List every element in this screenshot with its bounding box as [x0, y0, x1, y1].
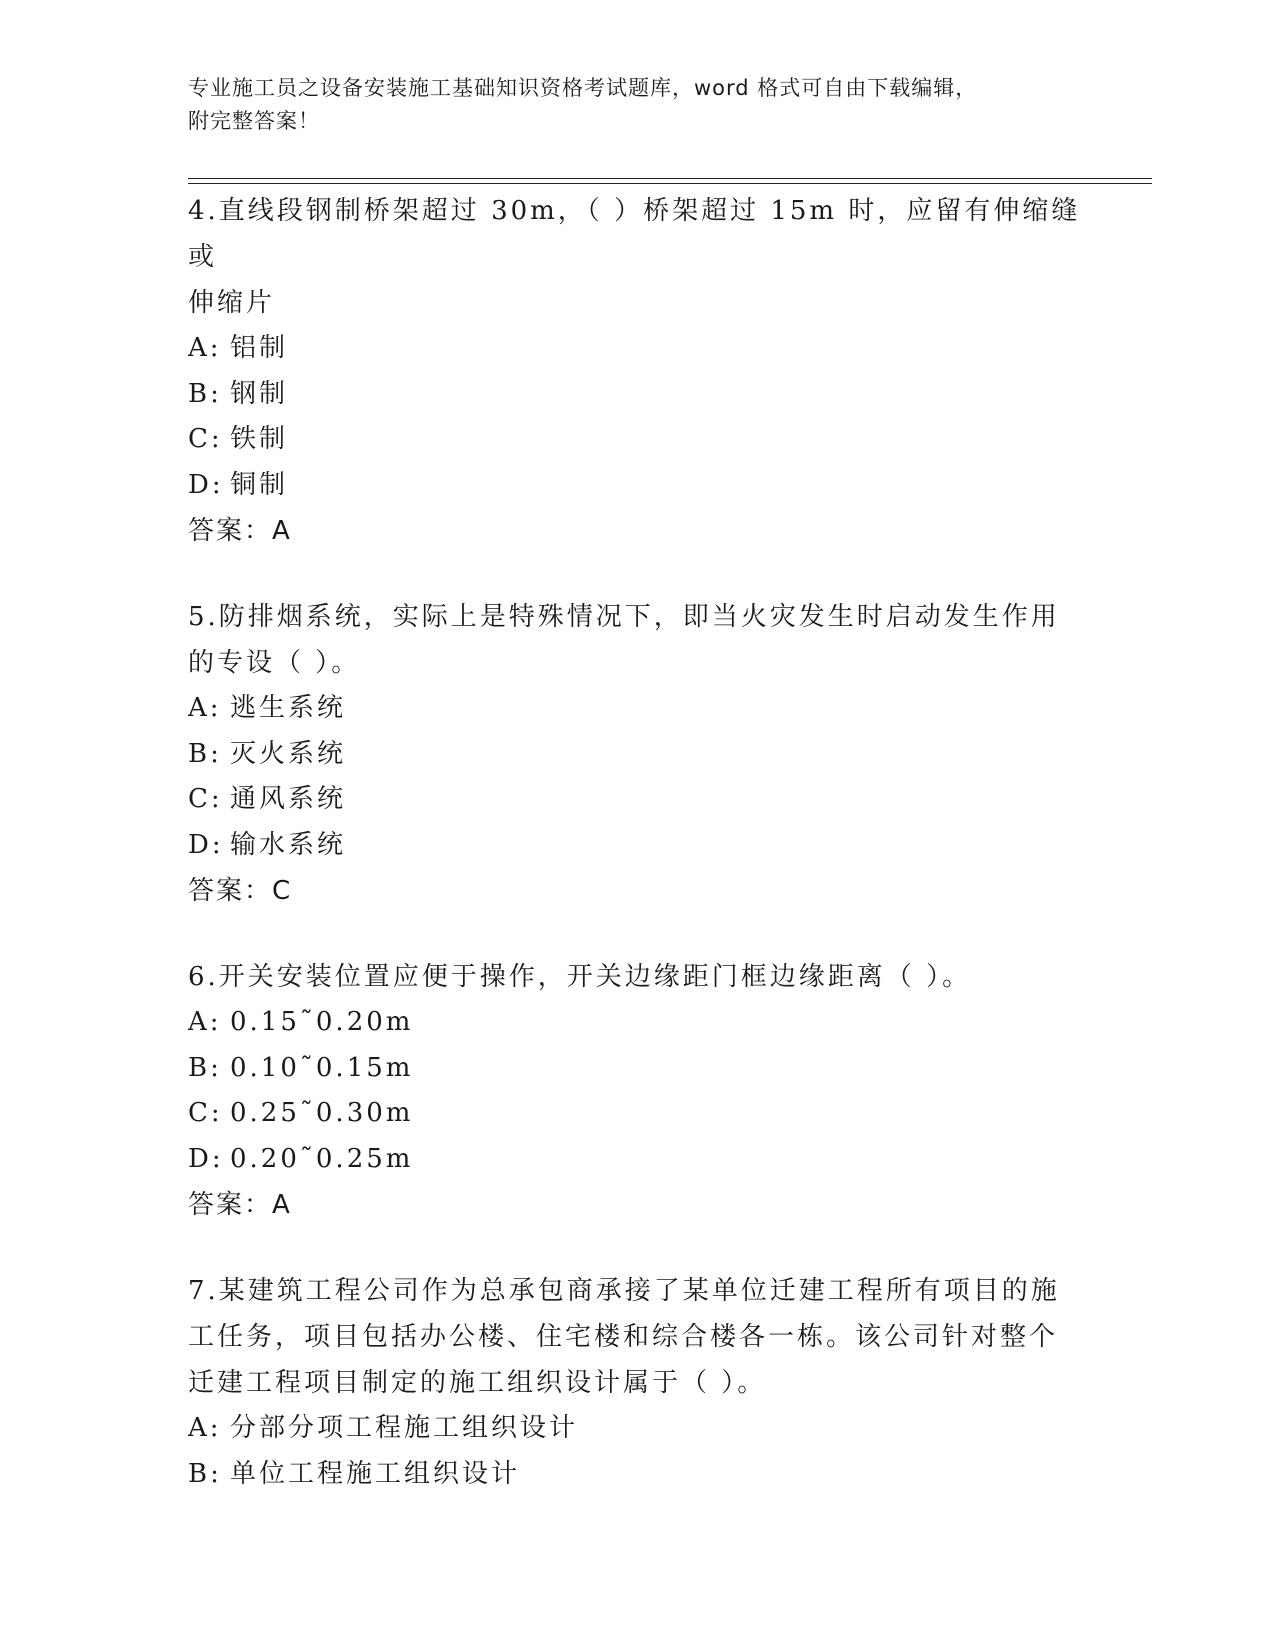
answer-line: 答案：A: [188, 516, 292, 546]
option-c: [188, 1091, 1088, 1137]
option-letter: A:: [188, 1413, 222, 1443]
option-c: [188, 417, 1088, 463]
question-stem: [188, 1268, 1088, 1406]
option-letter: D:: [188, 1143, 224, 1174]
question-stem: [188, 188, 1088, 326]
option-b: [188, 372, 1088, 418]
question-7: [188, 1268, 1088, 1497]
question-stem-line: 7.某建筑工程公司作为总承包商承接了某单位迁建工程所有项目的施: [188, 1276, 1060, 1306]
question-stem-line: 迁建工程项目制定的施工组织设计属于（ ）。: [188, 1368, 767, 1398]
header-divider-top: [188, 178, 1152, 179]
option-text: 0.20˜0.25m: [230, 1143, 414, 1174]
question-stem-line: 6.开关安装位置应便于操作，开关边缘距门框边缘距离（ ）。: [188, 962, 972, 992]
question-stem-line: 的专设（ ）。: [188, 648, 361, 678]
option-b: [188, 732, 1088, 778]
option-text: 钢制: [230, 378, 289, 409]
option-text: 0.25˜0.30m: [230, 1098, 414, 1128]
option-text: 逃生系统: [230, 693, 347, 723]
option-letter: A:: [188, 333, 222, 363]
option-letter: B:: [188, 378, 222, 409]
option-a: [188, 1000, 1088, 1046]
option-b: [188, 1452, 1088, 1498]
option-letter: B:: [188, 1458, 222, 1489]
option-letter: C:: [188, 784, 223, 814]
option-text: 铁制: [230, 424, 289, 454]
question-stem-line: 伸缩片: [188, 288, 276, 318]
option-b: [188, 1046, 1088, 1092]
option-letter: B:: [188, 1052, 222, 1083]
question-4: [188, 188, 1088, 554]
option-text: 通风系统: [230, 784, 347, 814]
question-5: [188, 594, 1088, 914]
option-text: 0.15˜0.20m: [230, 1007, 414, 1037]
option-letter: D:: [188, 829, 224, 860]
question-6: [188, 954, 1088, 1228]
option-text: 分部分项工程施工组织设计: [230, 1413, 579, 1443]
option-letter: C:: [188, 1098, 223, 1128]
answer-line: 答案：A: [188, 1190, 292, 1220]
question-list: [188, 188, 1088, 1537]
header-divider-bottom: [188, 183, 1152, 184]
question-stem-line: 4.直线段钢制桥架超过 30m，（ ）桥架超过 15m 时，应留有伸缩缝或: [188, 196, 1081, 272]
question-stem-line: 工任务，项目包括办公楼、住宅楼和综合楼各一栋。该公司针对整个: [188, 1322, 1059, 1352]
option-letter: A:: [188, 693, 222, 723]
option-text: 铜制: [230, 469, 289, 500]
option-text: 0.10˜0.15m: [230, 1052, 414, 1083]
option-a: [188, 1406, 1088, 1452]
option-letter: C:: [188, 424, 223, 454]
option-text: 输水系统: [230, 829, 347, 860]
option-letter: D:: [188, 469, 224, 500]
option-letter: B:: [188, 738, 222, 769]
question-stem-line: 5.防排烟系统，实际上是特殊情况下，即当火灾发生时启动发生作用: [188, 602, 1060, 632]
option-text: 铝制: [230, 333, 289, 363]
option-letter: A:: [188, 1007, 222, 1037]
document-header: [188, 72, 1068, 138]
question-stem: [188, 594, 1088, 686]
answer-line: 答案：C: [188, 876, 293, 906]
option-a: [188, 686, 1088, 732]
option-text: 单位工程施工组织设计: [230, 1458, 521, 1489]
option-d: [188, 463, 1088, 509]
question-stem: [188, 954, 1088, 1000]
option-c: [188, 777, 1088, 823]
header-line-2: 附完整答案！: [188, 109, 320, 133]
option-d: [188, 1137, 1088, 1183]
option-text: 灭火系统: [230, 738, 347, 769]
header-line-1: 专业施工员之设备安装施工基础知识资格考试题库，word 格式可自由下载编辑，: [188, 76, 978, 100]
option-d: [188, 823, 1088, 869]
option-a: [188, 326, 1088, 372]
